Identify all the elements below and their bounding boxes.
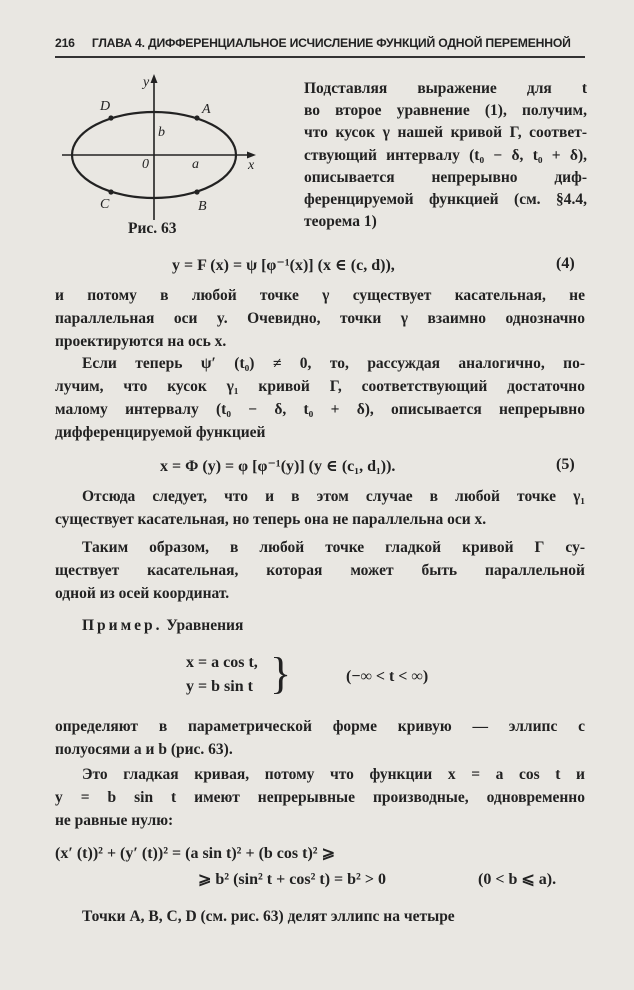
semi-axis-b-label: b — [158, 125, 165, 140]
point-B-label: B — [198, 199, 207, 214]
text-line: полуосями a и b (рис. 63). — [55, 741, 233, 758]
text-line: Это гладкая кривая, потому что функции x = a cos t и — [82, 766, 585, 783]
text-line: Если теперь ψ′ (t₀) ≠ 0, то, рассуждая аналогично, по- — [82, 355, 585, 372]
param-eq-line-2: y = b sin t — [186, 678, 253, 695]
point-D-label: D — [100, 99, 111, 114]
point-D-marker — [108, 115, 113, 120]
text-line: лучим, что кусок γ₁ кривой Г, соответствующий достаточно — [55, 378, 585, 395]
point-B-marker — [194, 189, 199, 194]
text-line: определяют в параметрической форме кривую — эллипс с — [55, 718, 585, 735]
header-rule — [55, 56, 585, 58]
figure-caption: Рис. 63 — [128, 220, 177, 237]
param-range: (−∞ < t < ∞) — [346, 668, 429, 685]
param-eq-line-1: x = a cos t, — [186, 654, 258, 671]
running-header — [55, 36, 585, 50]
text-line: ствующий интервалу (t₀ − δ, t₀ + δ), — [304, 146, 587, 164]
paragraph-conclusion — [55, 536, 585, 605]
point-A-label: A — [202, 102, 211, 117]
paragraph-ellipse — [55, 715, 585, 761]
text-line: теорема 1) — [304, 213, 377, 231]
text-line: малому интервалу (t₀ − δ, t₀ + δ), описывается непрерывно — [55, 401, 585, 418]
text-line: что кусок γ нашей кривой Г, соответ- — [304, 124, 587, 142]
text-line: одной из осей координат. — [55, 585, 230, 602]
point-C-label: C — [100, 197, 110, 212]
text-line: ференцируемой функцией (см. §4.4, — [304, 191, 587, 209]
paragraph-psi — [55, 352, 585, 444]
point-A-marker — [194, 115, 199, 120]
example-heading — [55, 614, 612, 637]
y-axis-label: y — [143, 75, 150, 90]
text-line: Подставляя выражение для t — [304, 80, 587, 97]
text-line: Таким образом, в любой точке гладкой кривой Г су- — [82, 539, 585, 556]
paragraph-smooth — [55, 763, 585, 832]
equation-5-number: (5) — [556, 456, 575, 473]
text-line: y = b sin t имеют непрерывные производные, одновременно — [55, 789, 585, 806]
point-C-marker — [108, 189, 113, 194]
x-axis-label: x — [248, 158, 255, 173]
y-axis-arrow — [151, 74, 158, 83]
side-paragraph — [304, 78, 587, 233]
text-line: и потому в любой точке γ существует касательная, не — [55, 287, 585, 304]
inequality-line-2: ⩾ b² (sin² t + cos² t) = b² > 0 — [198, 871, 386, 888]
text-line: не равные нулю: — [55, 812, 174, 829]
example-text: Уравнения — [162, 617, 244, 634]
paragraph-tangent — [55, 284, 585, 353]
text-line: ществует касательная, которая может быть параллельной — [55, 562, 585, 579]
example-label: Пример. — [82, 617, 163, 634]
inequality-line-1: (x′ (t))² + (y′ (t))² = (a sin t)² + (b cos t)² ⩾ — [55, 845, 335, 862]
text-line: параллельная оси y. Очевидно, точки γ взаимно однозначно — [55, 310, 585, 327]
paragraph-points: Точки A, B, C, D (см. рис. 63) делят эллипс на четыре — [82, 908, 455, 925]
semi-axis-a-label: a — [192, 157, 199, 172]
equation-4: y = F (x) = ψ [φ⁻¹(x)] (x ∈ (c, d)), — [172, 257, 395, 274]
chapter-title: ГЛАВА 4. ДИФФЕРЕНЦИАЛЬНОЕ ИСЧИСЛЕНИЕ ФУНКЦИЙ ОДНОЙ ПЕРЕМЕННОЙ — [91, 36, 571, 50]
text-line: проектируются на ось x. — [55, 333, 227, 350]
text-line: существует касательная, но теперь она не параллельна оси x. — [55, 511, 487, 528]
equation-5: x = Φ (y) = φ [φ⁻¹(y)] (y ∈ (c₁, d₁)). — [160, 458, 396, 475]
text-line: во второе уравнение (1), получим, — [304, 102, 587, 120]
ellipse-figure — [52, 70, 262, 245]
origin-label: 0 — [142, 157, 149, 172]
inequality-condition: (0 < b ⩽ a). — [478, 871, 557, 888]
text-line: описывается непрерывно диф- — [304, 168, 587, 186]
paragraph-consequence — [55, 485, 585, 531]
text-line: Отсюда следует, что и в этом случае в любой точке γ₁ — [82, 488, 585, 505]
text-line: дифференцируемой функцией — [55, 424, 266, 441]
equation-4-number: (4) — [556, 255, 575, 272]
page-number: 216 — [55, 36, 75, 50]
right-brace: } — [270, 649, 292, 698]
